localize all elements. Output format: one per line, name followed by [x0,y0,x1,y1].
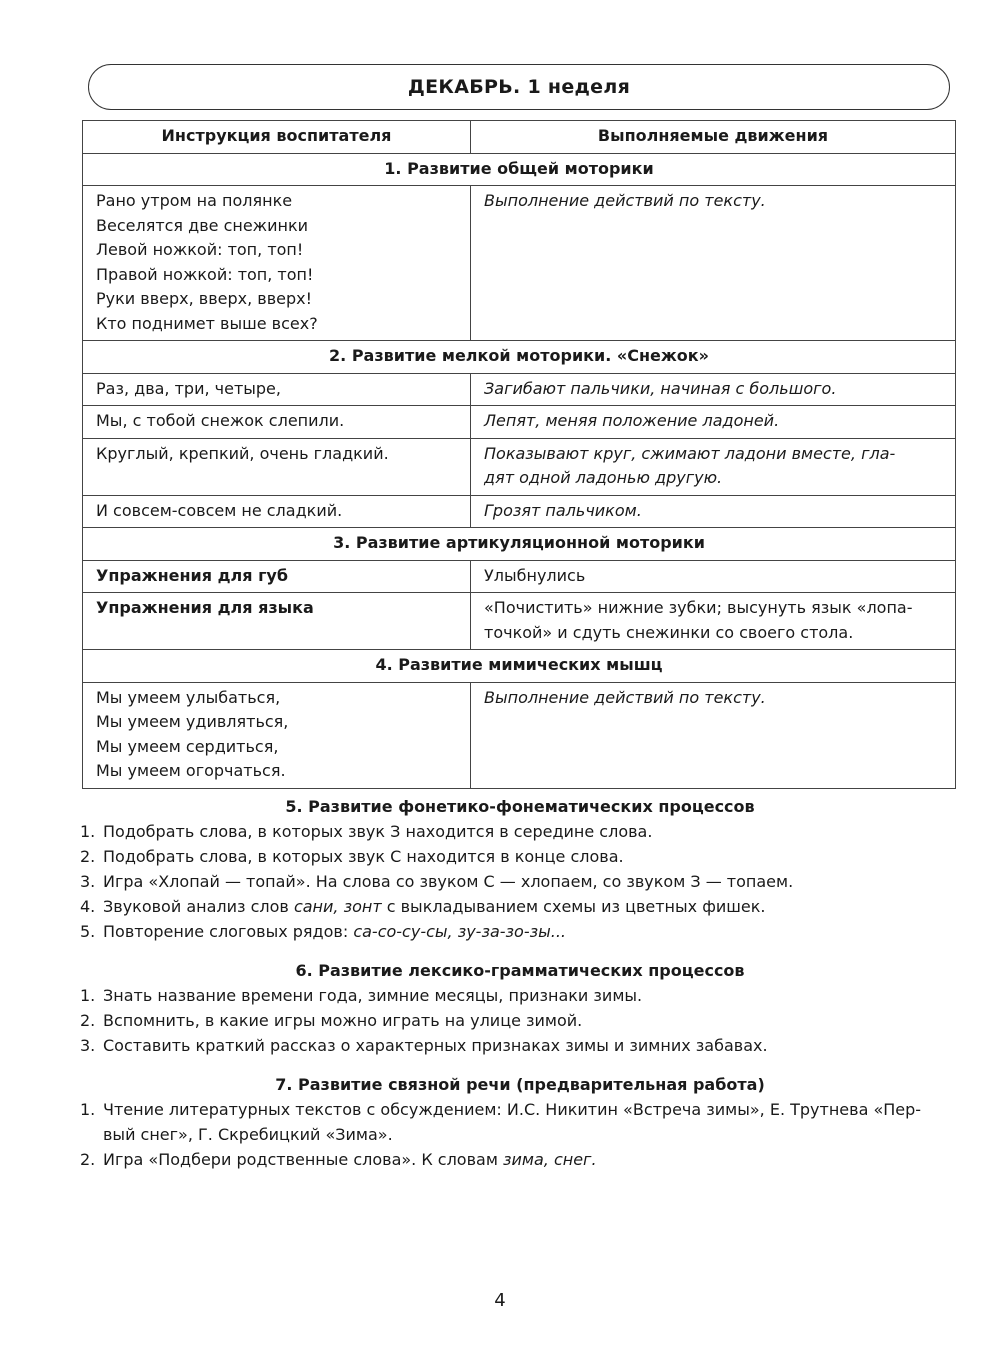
table-row [83,560,956,593]
section-row [83,650,956,683]
list-item: 1. Подобрать слова, в которых звук З находится в середине слова. [80,822,653,841]
table-row [83,682,956,788]
table-row [83,373,956,406]
numbered-list [80,1097,960,1172]
instruction-cell: Упражнения для губ [83,560,471,593]
verse-line: Мы умеем сердиться, [96,736,279,756]
movement-cell [471,438,956,495]
verse-line: Мы умеем удивляться, [96,712,289,731]
movement-cell: Грозят пальчиком. [471,495,956,528]
section-title: 4. Развитие мимических мышц [83,650,956,683]
section-row [83,153,956,186]
section-title: 1. Развитие общей моторики [83,153,956,186]
verse-line: Рано утром на полянке [96,191,293,210]
column-header-instruction: Инструкция воспитателя [83,121,471,154]
instruction-cell: И совсем-совсем не сладкий. [83,495,471,528]
movement-cell: Выполнение действий по тексту. [471,186,956,341]
numbered-list [80,819,960,944]
page-number: 4 [494,1290,506,1311]
list-item: 1. Чтение литературных текстов с обсуждением: И.С. Никитин «Встреча зимы», Е. Трутнева «Пер- вый снег», Г. Скребицкий «Зима». [80,1100,922,1144]
table-row [83,495,956,528]
instruction-cell: Мы, с тобой снежок слепили. [83,406,471,439]
column-header-movements: Выполняемые движения [471,121,956,154]
movement-cell: Улыбнулись [471,560,956,593]
movement-cell: Лепят, меняя положение ладоней. [471,406,956,439]
movement-line: точкой» и сдуть снежинки со своего стола. [484,622,854,642]
numbered-list [80,983,960,1058]
section-row [83,341,956,374]
list-item: 4. Звуковой анализ слов сани, зонт с выкладыванием схемы из цветных фишек. [80,897,766,916]
movement-cell [471,593,956,650]
movement-cell: Загибают пальчики, начиная с большого. [471,373,956,406]
verse-line: Руки вверх, вверх, вверх! [96,289,313,308]
list-item: 2. Подобрать слова, в которых звук С находится в конце слова. [80,847,624,866]
table-row [83,406,956,439]
verse-line: Мы умеем огорчаться. [96,761,286,780]
section-row [83,528,956,561]
list-item: 3. Составить краткий рассказ о характерных признаках зимы и зимних забавах. [80,1036,768,1055]
page-title-box [88,64,950,110]
verse-line: Кто поднимет выше всех? [96,313,318,333]
lesson-sections [80,794,960,1172]
exercise-table [82,120,956,789]
page-title: ДЕКАБРЬ. 1 неделя [407,76,631,98]
section-heading: 5. Развитие фонетико-фонематических процессов [285,797,755,816]
section-title: 3. Развитие артикуляционной моторики [83,528,956,561]
instruction-cell: Упражнения для языка [83,593,471,650]
list-item: 1. Знать название времени года, зимние месяцы, признаки зимы. [80,986,643,1005]
movement-line: «Почистить» нижние зубки; высунуть язык «лопа- [484,598,913,617]
list-item: 2. Вспомнить, в какие игры можно играть на улице зимой. [80,1011,583,1030]
instruction-cell [83,186,471,341]
movement-line: Показывают круг, сжимают ладони вместе, гла- [484,443,896,463]
movement-cell: Выполнение действий по тексту. [471,682,956,788]
instruction-cell: Раз, два, три, четыре, [83,373,471,406]
list-item: 2. Игра «Подбери родственные слова». К словам зима, снег. [80,1150,597,1169]
list-item: 5. Повторение слоговых рядов: са-со-су-сы, зу-за-зо-зы... [80,922,566,941]
instruction-cell: Круглый, крепкий, очень гладкий. [83,438,471,495]
movement-line: дят одной ладонью другую. [484,468,723,487]
section-heading: 6. Развитие лексико-грамматических процессов [295,961,745,980]
table-row [83,438,956,495]
table-row [83,593,956,650]
verse-line: Правой ножкой: топ, топ! [96,264,314,284]
verse-line: Левой ножкой: топ, топ! [96,240,304,259]
instruction-cell [83,682,471,788]
section-title: 2. Развитие мелкой моторики. «Снежок» [83,341,956,374]
list-item: 3. Игра «Хлопай — топай». На слова со звуком С — хлопаем, со звуком З — топаем. [80,872,794,891]
verse-line: Веселятся две снежинки [96,215,308,235]
table-header-row [83,121,956,154]
section-heading: 7. Развитие связной речи (предварительная работа) [275,1075,765,1094]
verse-line: Мы умеем улыбаться, [96,687,281,707]
table-row [83,186,956,341]
